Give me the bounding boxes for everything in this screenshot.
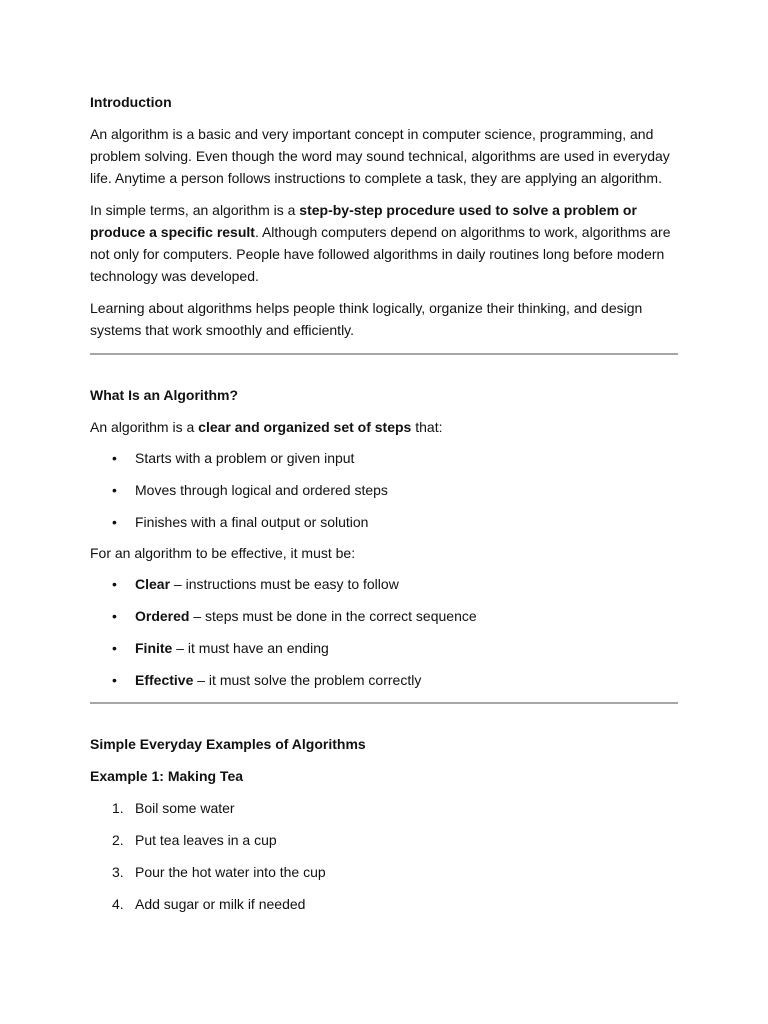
bullet-icon: • bbox=[112, 576, 117, 592]
list-item bbox=[90, 798, 678, 818]
qualities-bullet-list bbox=[90, 574, 678, 690]
step-text: Pour the hot water into the cup bbox=[135, 864, 326, 880]
bullet-icon: • bbox=[112, 482, 117, 498]
intro-p2-text-end: . Although computers depend on algorithms to work, algorithms are not only for computers. People have followed algorithms in daily routines long before modern technology was developed. bbox=[90, 224, 671, 284]
step-text: Add sugar or milk if needed bbox=[135, 896, 306, 912]
list-item bbox=[90, 862, 678, 882]
step-text: Put tea leaves in a cup bbox=[135, 832, 277, 848]
section-divider bbox=[90, 702, 678, 704]
bullet-icon: • bbox=[112, 514, 117, 530]
quality-desc: – it must have an ending bbox=[172, 640, 329, 656]
quality-term: Ordered bbox=[135, 608, 190, 624]
list-item-text: Finishes with a final output or solution bbox=[135, 514, 369, 530]
list-item-text: Moves through logical and ordered steps bbox=[135, 482, 388, 498]
list-item bbox=[90, 894, 678, 914]
what-lead-emphasis: clear and organized set of steps bbox=[198, 419, 412, 435]
intro-heading: Introduction bbox=[90, 94, 172, 110]
tea-steps-list bbox=[90, 798, 678, 914]
list-item bbox=[90, 512, 678, 532]
what-heading: What Is an Algorithm? bbox=[90, 387, 239, 403]
what-bullet-list bbox=[90, 448, 678, 532]
list-item bbox=[90, 638, 678, 658]
list-item bbox=[90, 574, 678, 594]
intro-p2-text-start: In simple terms, an algorithm is a bbox=[90, 202, 300, 218]
section-divider bbox=[90, 353, 678, 355]
intro-paragraph-2 bbox=[90, 199, 678, 287]
step-number: 2. bbox=[112, 832, 124, 848]
list-item bbox=[90, 670, 678, 690]
quality-term: Effective bbox=[135, 672, 194, 688]
what-lead bbox=[90, 416, 678, 438]
what-lead-text-start: An algorithm is a bbox=[90, 419, 199, 435]
bullet-icon: • bbox=[112, 640, 117, 656]
step-number: 4. bbox=[112, 896, 124, 912]
examples-heading: Simple Everyday Examples of Algorithms bbox=[90, 736, 366, 752]
quality-term: Finite bbox=[135, 640, 173, 656]
intro-paragraph-3: Learning about algorithms helps people think logically, organize their thinking, and design systems that work smoothly and efficiently. bbox=[90, 300, 643, 338]
bullet-icon: • bbox=[112, 672, 117, 688]
list-item bbox=[90, 448, 678, 468]
quality-desc: – instructions must be easy to follow bbox=[170, 576, 399, 592]
intro-p2-emphasis: step-by-step procedure used to solve a problem or produce a specific result bbox=[90, 202, 637, 240]
what-lead-text-end: that: bbox=[411, 419, 443, 435]
intro-paragraph-1: An algorithm is a basic and very important concept in computer science, programming, and problem solving. Even though the word may sound technical, algorithms are used in everyday life. Anytime a person follows instructions to complete a task, they are applying an algorithm. bbox=[90, 126, 670, 186]
step-text: Boil some water bbox=[135, 800, 235, 816]
bullet-icon: • bbox=[112, 450, 117, 466]
example-1-title: Example 1: Making Tea bbox=[90, 768, 244, 784]
list-item bbox=[90, 480, 678, 500]
bullet-icon: • bbox=[112, 608, 117, 624]
list-item bbox=[90, 830, 678, 850]
list-item bbox=[90, 606, 678, 626]
effective-lead: For an algorithm to be effective, it must be: bbox=[90, 545, 356, 561]
quality-term: Clear bbox=[135, 576, 171, 592]
step-number: 1. bbox=[112, 800, 124, 816]
step-number: 3. bbox=[112, 864, 124, 880]
list-item-text: Starts with a problem or given input bbox=[135, 450, 355, 466]
quality-desc: – steps must be done in the correct sequence bbox=[189, 608, 477, 624]
quality-desc: – it must solve the problem correctly bbox=[193, 672, 422, 688]
